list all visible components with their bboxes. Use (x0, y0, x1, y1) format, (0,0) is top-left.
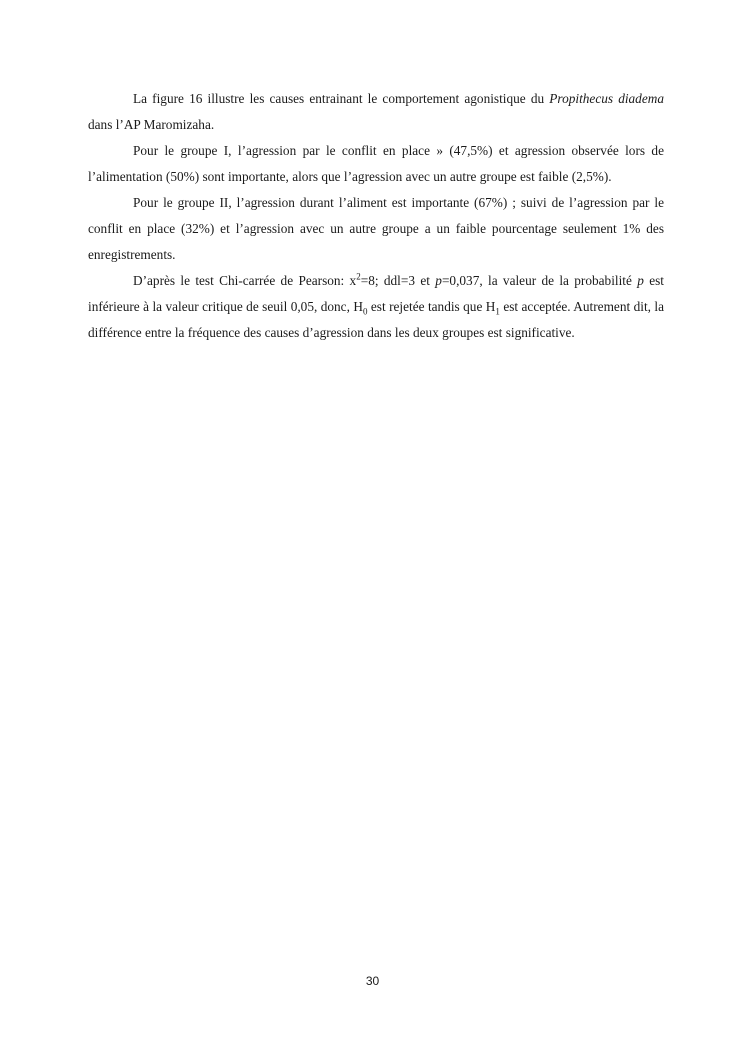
paragraph-4-text-h: est acceptée. Autrement dit, la différence entre la fréquence des causes d’agression dans les deux groupes est significative. (88, 299, 664, 340)
subscript-1: 1 (495, 306, 500, 317)
superscript-2: 2 (356, 271, 361, 282)
paragraph-1-text-a: La figure 16 illustre les causes entrainant le comportement agonistique du (133, 91, 550, 106)
paragraph-4-text-f: est inférieure à la valeur critique de seuil 0,05, donc, H (88, 273, 664, 314)
paragraph-4-text-g: est rejetée tandis que H (367, 299, 496, 314)
body-text (88, 86, 664, 346)
italic-p-1: p (435, 273, 442, 288)
paragraph-4-text-a: D’après le test Chi-carrée de Pearson: x (133, 273, 357, 288)
page-number: 30 (365, 974, 380, 988)
paragraph-4-text-b: =8; ddl=3 et (360, 273, 436, 288)
paragraph-groupe-1: Pour le groupe I, l’agression par le conflit en place » (47,5%) et agression observée lors de l’alimentation (50%) sont importante, alors que l’agression avec un autre groupe est faible (2,5%). (88, 143, 664, 184)
paragraph-groupe-2: Pour le groupe II, l’agression durant l’aliment est importante (67%) ; suivi de l’agression par le conflit en place (32%) et l’agression avec un autre groupe a un faible pourcentage seulement 1% des enregistrements. (88, 195, 664, 262)
paragraph-4-text-d: =0,037, la valeur de la probabilité (441, 273, 638, 288)
subscript-0: 0 (362, 306, 368, 317)
paragraph-figure-16 (88, 86, 664, 138)
italic-p-2: p (637, 273, 644, 288)
paragraph-chi-square (88, 268, 664, 346)
species-name: Propithecus diadema (549, 91, 664, 106)
paragraph-1-text-c: dans l’AP Maromizaha. (88, 117, 215, 132)
